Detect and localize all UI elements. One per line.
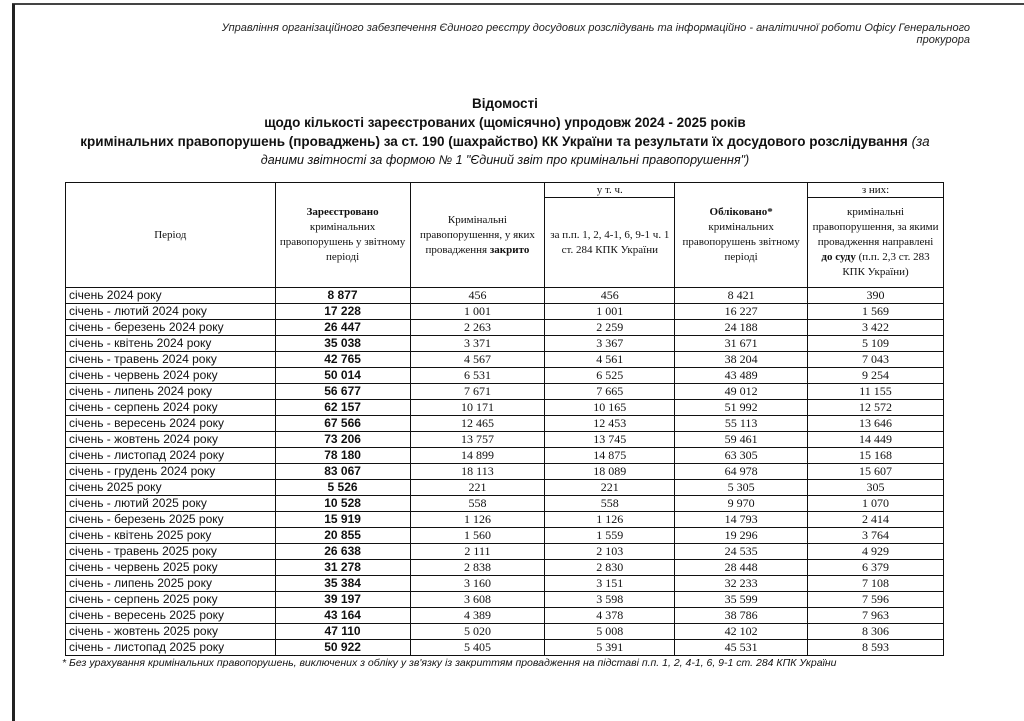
registered-cell: 26 447	[275, 320, 410, 336]
registered-cell: 5 526	[275, 480, 410, 496]
table-row	[66, 560, 944, 576]
table-row	[66, 432, 944, 448]
closed-cell: 14 899	[410, 448, 545, 464]
period-cell: січень 2024 року	[66, 288, 276, 304]
period-cell: січень - квітень 2024 року	[66, 336, 276, 352]
closed-cell: 6 531	[410, 368, 545, 384]
registered-cell: 17 228	[275, 304, 410, 320]
registered-cell: 47 110	[275, 624, 410, 640]
table-row	[66, 496, 944, 512]
period-cell: січень - травень 2024 року	[66, 352, 276, 368]
closed-cell: 4 567	[410, 352, 545, 368]
header-of-them: з них:	[808, 183, 944, 198]
closed-cell: 5 020	[410, 624, 545, 640]
closed-284-cell: 558	[545, 496, 675, 512]
to-court-cell: 390	[808, 288, 944, 304]
counted-cell: 55 113	[675, 416, 808, 432]
registered-cell: 42 765	[275, 352, 410, 368]
organization-header: Управління організаційного забезпечення Єдиного реєстру досудових розслідувань та інформаційно - аналітичної роботи Офісу Генерального прокурора	[221, 22, 970, 46]
table-row	[66, 640, 944, 656]
to-court-cell: 5 109	[808, 336, 944, 352]
to-court-cell: 6 379	[808, 560, 944, 576]
registered-cell: 67 566	[275, 416, 410, 432]
closed-284-cell: 5 008	[545, 624, 675, 640]
closed-cell: 10 171	[410, 400, 545, 416]
period-cell: січень - червень 2025 року	[66, 560, 276, 576]
table-row	[66, 512, 944, 528]
table-row	[66, 304, 944, 320]
scan-border-left	[12, 4, 15, 721]
period-cell: січень - травень 2025 року	[66, 544, 276, 560]
closed-cell: 5 405	[410, 640, 545, 656]
footnote: * Без урахування кримінальних правопорушень, виключених з обліку у зв'язку із закриттям провадження на підставі п.п. 1, 2, 4-1, 6, 9-1 ст. 284 КПК України	[62, 657, 837, 669]
header-counted-bold: Обліковано*	[709, 206, 773, 218]
to-court-cell: 1 070	[808, 496, 944, 512]
period-cell: січень - серпень 2025 року	[66, 592, 276, 608]
counted-cell: 38 786	[675, 608, 808, 624]
scan-border-top	[12, 3, 1024, 5]
closed-cell: 2 838	[410, 560, 545, 576]
to-court-cell: 14 449	[808, 432, 944, 448]
registered-cell: 43 164	[275, 608, 410, 624]
table-row	[66, 544, 944, 560]
closed-284-cell: 3 598	[545, 592, 675, 608]
registered-cell: 35 384	[275, 576, 410, 592]
closed-cell: 1 126	[410, 512, 545, 528]
closed-284-cell: 1 001	[545, 304, 675, 320]
period-cell: січень - лютий 2025 року	[66, 496, 276, 512]
closed-284-cell: 2 830	[545, 560, 675, 576]
counted-cell: 32 233	[675, 576, 808, 592]
closed-cell: 2 263	[410, 320, 545, 336]
period-cell: січень - березень 2025 року	[66, 512, 276, 528]
counted-cell: 24 188	[675, 320, 808, 336]
closed-cell: 3 371	[410, 336, 545, 352]
table-row	[66, 384, 944, 400]
to-court-cell: 15 607	[808, 464, 944, 480]
counted-cell: 31 671	[675, 336, 808, 352]
registered-cell: 20 855	[275, 528, 410, 544]
table-row	[66, 288, 944, 304]
period-cell: січень - жовтень 2025 року	[66, 624, 276, 640]
to-court-cell: 11 155	[808, 384, 944, 400]
closed-284-cell: 221	[545, 480, 675, 496]
header-period: Період	[66, 183, 276, 288]
registered-cell: 83 067	[275, 464, 410, 480]
header-counted	[675, 183, 808, 288]
counted-cell: 5 305	[675, 480, 808, 496]
statistics-table	[65, 182, 944, 656]
closed-284-cell: 18 089	[545, 464, 675, 480]
period-cell: січень - серпень 2024 року	[66, 400, 276, 416]
closed-284-cell: 14 875	[545, 448, 675, 464]
table-row	[66, 480, 944, 496]
counted-cell: 51 992	[675, 400, 808, 416]
to-court-cell: 7 596	[808, 592, 944, 608]
closed-cell: 3 608	[410, 592, 545, 608]
title-line-3-italic: (за	[911, 134, 930, 149]
header-to-court-text: кримінальні правопорушення, за якими провадження направлені	[812, 206, 939, 248]
closed-284-cell: 1 126	[545, 512, 675, 528]
table-row	[66, 416, 944, 432]
registered-cell: 31 278	[275, 560, 410, 576]
period-cell: січень - червень 2024 року	[66, 368, 276, 384]
counted-cell: 42 102	[675, 624, 808, 640]
period-cell: січень - квітень 2025 року	[66, 528, 276, 544]
registered-cell: 50 922	[275, 640, 410, 656]
to-court-cell: 7 963	[808, 608, 944, 624]
period-cell: січень - березень 2024 року	[66, 320, 276, 336]
table-row	[66, 624, 944, 640]
to-court-cell: 2 414	[808, 512, 944, 528]
counted-cell: 64 978	[675, 464, 808, 480]
header-to-court	[808, 198, 944, 288]
counted-cell: 59 461	[675, 432, 808, 448]
title-line-4: даними звітності за формою № 1 "Єдиний звіт про кримінальні правопорушення")	[260, 153, 750, 167]
registered-cell: 50 014	[275, 368, 410, 384]
table-row	[66, 608, 944, 624]
table-row	[66, 528, 944, 544]
table-row	[66, 576, 944, 592]
closed-cell: 13 757	[410, 432, 545, 448]
table-row	[66, 368, 944, 384]
period-cell: січень - грудень 2024 року	[66, 464, 276, 480]
header-registered	[275, 183, 410, 288]
header-closed-bold: закрито	[489, 243, 530, 256]
counted-cell: 9 970	[675, 496, 808, 512]
header-registered-text: кримінальних правопорушень у звітному періоді	[279, 221, 406, 263]
closed-cell: 2 111	[410, 544, 545, 560]
closed-cell: 558	[410, 496, 545, 512]
closed-cell: 4 389	[410, 608, 545, 624]
closed-284-cell: 3 151	[545, 576, 675, 592]
period-cell: січень - вересень 2024 року	[66, 416, 276, 432]
closed-cell: 1 560	[410, 528, 545, 544]
period-cell: січень - листопад 2025 року	[66, 640, 276, 656]
to-court-cell: 8 306	[808, 624, 944, 640]
closed-284-cell: 2 259	[545, 320, 675, 336]
closed-284-cell: 4 561	[545, 352, 675, 368]
to-court-cell: 8 593	[808, 640, 944, 656]
registered-cell: 35 038	[275, 336, 410, 352]
to-court-cell: 7 108	[808, 576, 944, 592]
title-line-3-text: кримінальних правопорушень (проваджень) за ст. 190 (шахрайство) КК України та результати їх досудового розслідування	[80, 134, 908, 149]
closed-284-cell: 12 453	[545, 416, 675, 432]
counted-cell: 45 531	[675, 640, 808, 656]
header-to-court-bold: до суду	[821, 251, 856, 263]
table-row	[66, 352, 944, 368]
period-cell: січень - листопад 2024 року	[66, 448, 276, 464]
closed-284-cell: 7 665	[545, 384, 675, 400]
header-closed-284: за п.п. 1, 2, 4-1, 6, 9-1 ч. 1 ст. 284 КПК України	[545, 198, 675, 288]
registered-cell: 62 157	[275, 400, 410, 416]
closed-cell: 1 001	[410, 304, 545, 320]
period-cell: січень 2025 року	[66, 480, 276, 496]
registered-cell: 78 180	[275, 448, 410, 464]
counted-cell: 19 296	[675, 528, 808, 544]
counted-cell: 8 421	[675, 288, 808, 304]
period-cell: січень - липень 2025 року	[66, 576, 276, 592]
counted-cell: 14 793	[675, 512, 808, 528]
title-line-2: щодо кількості зареєстрованих (щомісячно) упродовж 2024 - 2025 років	[264, 115, 746, 130]
to-court-cell: 305	[808, 480, 944, 496]
registered-cell: 26 638	[275, 544, 410, 560]
header-closed	[410, 183, 545, 288]
closed-284-cell: 1 559	[545, 528, 675, 544]
counted-cell: 24 535	[675, 544, 808, 560]
counted-cell: 38 204	[675, 352, 808, 368]
closed-284-cell: 6 525	[545, 368, 675, 384]
registered-cell: 73 206	[275, 432, 410, 448]
counted-cell: 28 448	[675, 560, 808, 576]
to-court-cell: 7 043	[808, 352, 944, 368]
table-row	[66, 336, 944, 352]
header-counted-text: кримінальних правопорушень звітному періоді	[682, 221, 800, 263]
header-to-court-post: (п.п. 2,3 ст. 283 КПК України)	[842, 251, 930, 278]
to-court-cell: 15 168	[808, 448, 944, 464]
closed-284-cell: 13 745	[545, 432, 675, 448]
registered-cell: 15 919	[275, 512, 410, 528]
counted-cell: 63 305	[675, 448, 808, 464]
title-line-1: Відомості	[472, 96, 538, 111]
closed-cell: 221	[410, 480, 545, 496]
closed-284-cell: 3 367	[545, 336, 675, 352]
period-cell: січень - жовтень 2024 року	[66, 432, 276, 448]
closed-cell: 7 671	[410, 384, 545, 400]
table-row	[66, 464, 944, 480]
period-cell: січень - липень 2024 року	[66, 384, 276, 400]
header-registered-bold: Зареєстровано	[306, 206, 379, 218]
to-court-cell: 13 646	[808, 416, 944, 432]
registered-cell: 39 197	[275, 592, 410, 608]
to-court-cell: 3 764	[808, 528, 944, 544]
table-row	[66, 400, 944, 416]
to-court-cell: 12 572	[808, 400, 944, 416]
period-cell: січень - лютий 2024 року	[66, 304, 276, 320]
closed-284-cell: 456	[545, 288, 675, 304]
to-court-cell: 3 422	[808, 320, 944, 336]
closed-cell: 3 160	[410, 576, 545, 592]
table-body	[66, 288, 944, 656]
header-closed-text: Кримінальні правопорушення, у яких провадження	[420, 213, 535, 256]
registered-cell: 56 677	[275, 384, 410, 400]
table-row	[66, 592, 944, 608]
registered-cell: 8 877	[275, 288, 410, 304]
header-including: у т. ч.	[545, 183, 675, 198]
period-cell: січень - вересень 2025 року	[66, 608, 276, 624]
counted-cell: 16 227	[675, 304, 808, 320]
closed-284-cell: 2 103	[545, 544, 675, 560]
table-row	[66, 448, 944, 464]
counted-cell: 43 489	[675, 368, 808, 384]
closed-284-cell: 5 391	[545, 640, 675, 656]
closed-284-cell: 4 378	[545, 608, 675, 624]
counted-cell: 49 012	[675, 384, 808, 400]
table-row	[66, 320, 944, 336]
to-court-cell: 1 569	[808, 304, 944, 320]
registered-cell: 10 528	[275, 496, 410, 512]
closed-cell: 456	[410, 288, 545, 304]
document-title	[60, 94, 950, 170]
closed-284-cell: 10 165	[545, 400, 675, 416]
to-court-cell: 9 254	[808, 368, 944, 384]
to-court-cell: 4 929	[808, 544, 944, 560]
title-line-3	[60, 132, 950, 151]
counted-cell: 35 599	[675, 592, 808, 608]
closed-cell: 18 113	[410, 464, 545, 480]
closed-cell: 12 465	[410, 416, 545, 432]
